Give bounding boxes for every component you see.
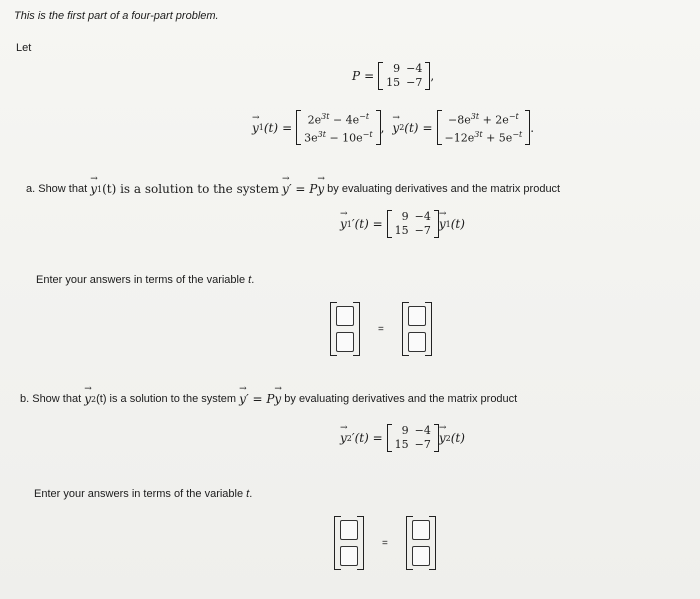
vector-arrow-icon: → xyxy=(84,384,92,394)
part-b-lhs-vector xyxy=(334,520,364,566)
part-a-lead: a. Show that xyxy=(26,183,88,195)
answer-box-a-rhs-2[interactable] xyxy=(408,332,426,352)
answer-box-a-lhs-2[interactable] xyxy=(336,332,354,352)
answer-box-a-rhs-1[interactable] xyxy=(408,306,426,326)
vector-arrow-icon: → xyxy=(340,423,348,433)
part-b-rhs-vector xyxy=(406,520,436,566)
vector-arrow-icon: → xyxy=(438,423,447,433)
part-a-tail: by evaluating derivatives and the matrix product xyxy=(327,183,561,195)
y1-arg: (t) xyxy=(263,120,279,135)
answer-box-b-lhs-1[interactable] xyxy=(340,520,358,540)
vector-arrow-icon: → xyxy=(252,112,260,123)
part-a-lhs-vector xyxy=(330,306,360,352)
part-b-instruction: Enter your answers in terms of the variable t. xyxy=(34,488,253,500)
answer-box-b-rhs-1[interactable] xyxy=(412,520,430,540)
let-label: Let xyxy=(16,42,32,54)
part-b-prompt: b. Show that → y 2 (t) is a solution to the system → y ′ = P → y by evaluating derivatives and the matrix product xyxy=(20,384,518,406)
y2-arg: (t) xyxy=(404,120,419,135)
part-a-prompt: a. Show that → y 1 (t) is a solution to the system → y ′ = P → y by evaluating derivatives and the matrix product xyxy=(26,174,561,196)
vector-arrow-icon: → xyxy=(239,384,247,394)
answer-box-a-lhs-1[interactable] xyxy=(336,306,354,326)
y1-equals: = xyxy=(282,120,293,135)
p-cell: −7 xyxy=(406,76,423,89)
equals-sign: = xyxy=(382,537,388,549)
part-b-answer xyxy=(334,520,436,566)
y2-vector: $-8e^{3t} + 2e^{-t}$ $-12e^{3t} + 5e^{-t}$ xyxy=(437,110,531,145)
p-cell: 9 xyxy=(393,62,401,75)
y-vectors-definition xyxy=(252,110,534,145)
part-a-rhs-vector xyxy=(402,306,432,352)
b-matrix: 9 −4 15 −7 xyxy=(387,424,439,452)
y-symbol: → y xyxy=(282,174,290,196)
y1-comma: , xyxy=(380,120,385,135)
y-symbol: → y xyxy=(239,384,247,406)
p-equals: = xyxy=(364,69,375,83)
intro-text: This is the first part of a four-part problem. xyxy=(14,10,219,22)
y2-symbol: → y xyxy=(392,112,400,135)
y2-period: . xyxy=(530,120,535,135)
y1-symbol: → y xyxy=(252,112,260,135)
vector-arrow-icon: → xyxy=(340,209,348,219)
p-symbol: P xyxy=(352,69,361,83)
part-b-equation: → y 2 ′(t) = 9 −4 15 −7 → y 2 (t) xyxy=(340,423,465,451)
vector-arrow-icon: → xyxy=(438,209,447,219)
y1-symbol: → y xyxy=(90,174,98,196)
a-matrix: 9 −4 15 −7 xyxy=(387,210,439,238)
equals-sign: = xyxy=(378,323,384,335)
y2-subscript: 2 xyxy=(399,123,405,133)
vector-arrow-icon: → xyxy=(392,112,400,123)
matrix-p-definition xyxy=(352,62,434,90)
vector-arrow-icon: → xyxy=(90,174,98,184)
y1-subscript: 1 xyxy=(258,123,264,133)
part-a-answer xyxy=(330,306,432,352)
p-cell: 15 xyxy=(386,76,401,89)
vector-arrow-icon: → xyxy=(317,174,325,184)
part-b-tail: by evaluating derivatives and the matrix product xyxy=(284,393,518,405)
part-a-instruction: Enter your answers in terms of the variable t. xyxy=(36,274,255,286)
part-a-equation: → y 1 ′(t) = 9 −4 15 −7 → y 1 (t) xyxy=(340,209,465,237)
p-matrix xyxy=(378,62,430,90)
answer-box-b-lhs-2[interactable] xyxy=(340,546,358,566)
y1-vector: $2e^{3t} - 4e^{-t}$ $3e^{3t} - 10e^{-t}$ xyxy=(296,110,380,145)
y2-equals: = xyxy=(422,120,433,135)
y-symbol: → y xyxy=(317,174,325,196)
answer-box-b-rhs-2[interactable] xyxy=(412,546,430,566)
part-b-lead: b. Show that xyxy=(20,393,82,405)
vector-arrow-icon: → xyxy=(282,174,290,184)
p-comma: , xyxy=(430,69,435,83)
y2-symbol: → y xyxy=(84,384,92,406)
p-cell: −4 xyxy=(406,62,423,75)
vector-arrow-icon: → xyxy=(274,384,282,394)
y-symbol: → y xyxy=(274,384,282,406)
